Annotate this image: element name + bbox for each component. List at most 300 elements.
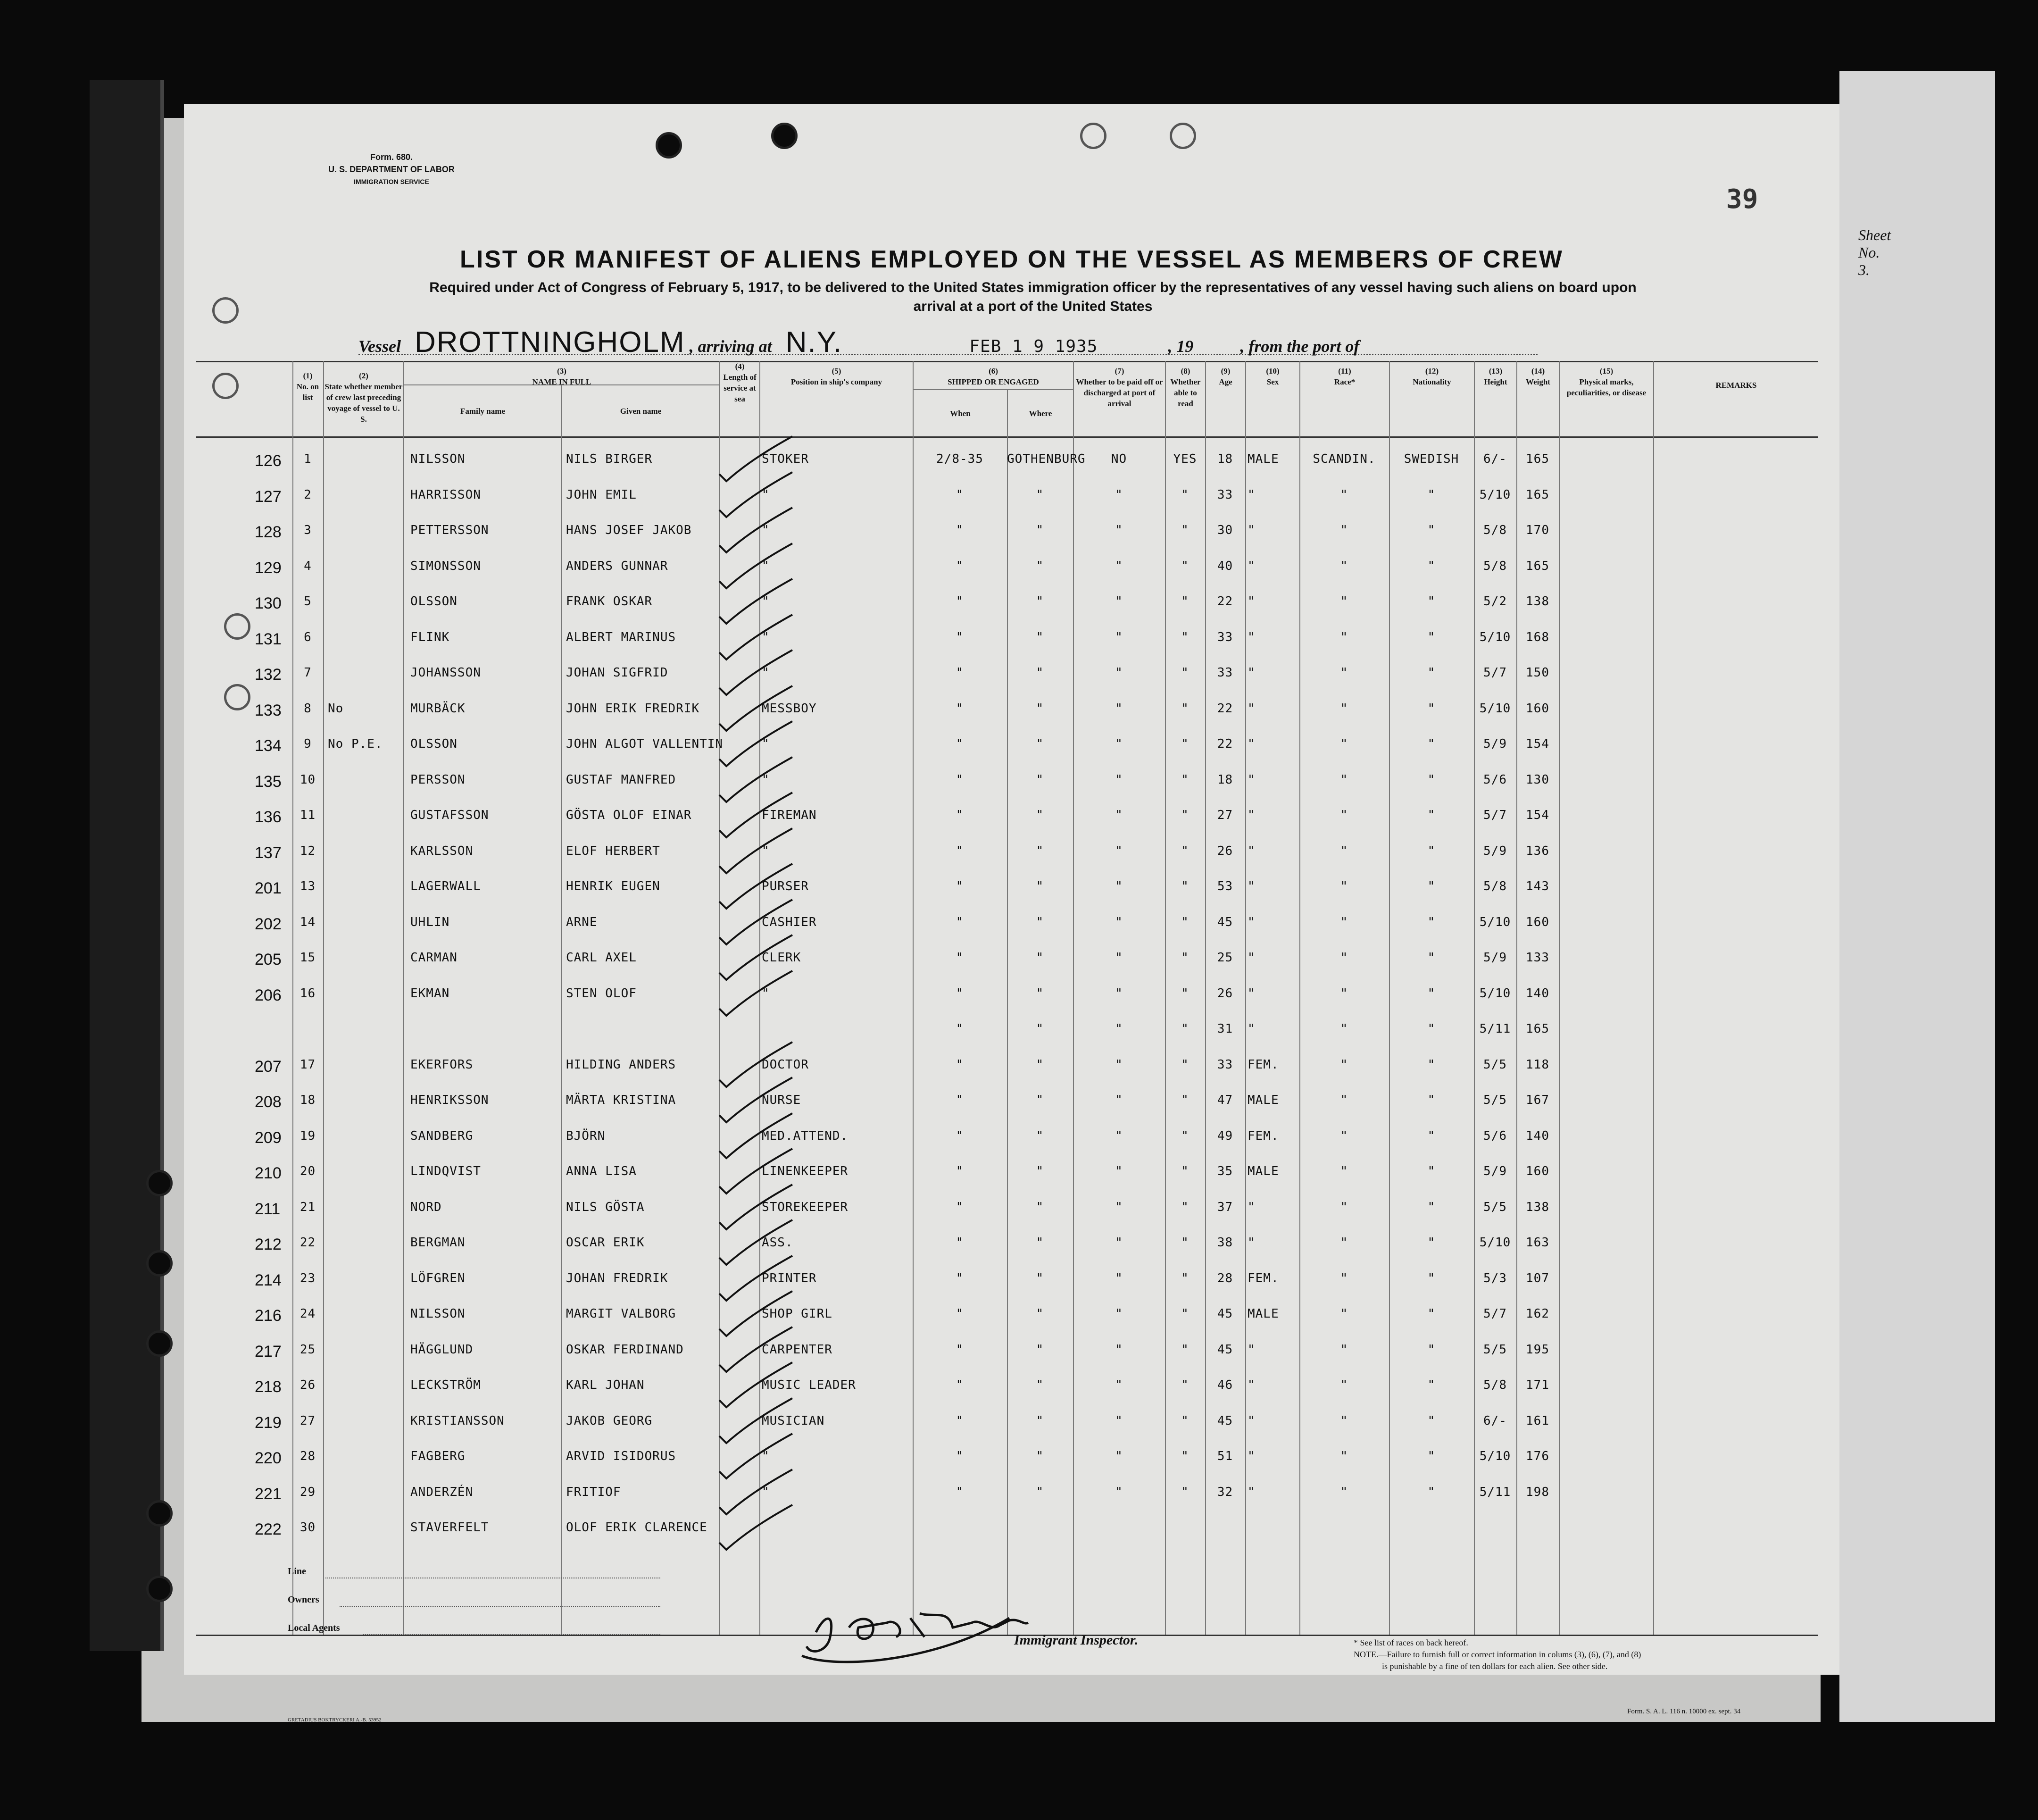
shipped-where: " bbox=[1036, 951, 1044, 965]
paid-off: " bbox=[1115, 1128, 1123, 1143]
table-row bbox=[196, 1334, 1818, 1370]
weight: 138 bbox=[1526, 1200, 1549, 1214]
nationality: " bbox=[1427, 1128, 1436, 1143]
race: " bbox=[1340, 1271, 1348, 1286]
list-number: 26 bbox=[299, 1378, 316, 1392]
nationality: " bbox=[1427, 1413, 1436, 1428]
weight: 140 bbox=[1526, 986, 1549, 1001]
family-name: HÄGGLUND bbox=[410, 1342, 474, 1357]
paid-off: " bbox=[1115, 487, 1123, 502]
shipped-when: " bbox=[956, 1413, 964, 1428]
position: " bbox=[762, 1449, 770, 1463]
sex: " bbox=[1248, 879, 1256, 893]
race: " bbox=[1340, 1236, 1348, 1250]
able-to-read: " bbox=[1181, 1342, 1189, 1357]
nationality: " bbox=[1427, 808, 1436, 822]
given-name: OSCAR ERIK bbox=[566, 1236, 645, 1250]
weight: 160 bbox=[1526, 915, 1549, 929]
given-name: FRITIOF bbox=[566, 1485, 621, 1499]
paid-off: " bbox=[1115, 1236, 1123, 1250]
list-number: 12 bbox=[299, 843, 316, 858]
shipped-where: " bbox=[1036, 1271, 1044, 1286]
table-row bbox=[196, 443, 1818, 479]
binder-edge bbox=[1839, 71, 1995, 1722]
age: 31 bbox=[1217, 1022, 1233, 1036]
entry-ref-number: 129 bbox=[255, 559, 282, 577]
age: 51 bbox=[1217, 1449, 1233, 1463]
given-name: NILS BIRGER bbox=[566, 452, 653, 466]
age: 28 bbox=[1217, 1271, 1233, 1286]
weight: 165 bbox=[1526, 559, 1549, 573]
shipped-when: " bbox=[956, 487, 964, 502]
nationality: " bbox=[1427, 559, 1436, 573]
height: 5/7 bbox=[1483, 1307, 1507, 1321]
shipped-when: " bbox=[956, 701, 964, 716]
given-name: ARVID ISIDORUS bbox=[566, 1449, 676, 1463]
entry-ref-number: 206 bbox=[255, 986, 282, 1004]
shipped-when: " bbox=[956, 1093, 964, 1107]
shipped-when: " bbox=[956, 666, 964, 680]
year-label: , 19 bbox=[1168, 337, 1194, 356]
shipped-when: " bbox=[956, 1236, 964, 1250]
entry-ref-number: 217 bbox=[255, 1342, 282, 1361]
list-number: 21 bbox=[299, 1200, 316, 1214]
table-row bbox=[196, 907, 1818, 943]
entry-ref-number: 126 bbox=[255, 452, 282, 470]
list-number: 23 bbox=[299, 1271, 316, 1286]
col13-number: (13) bbox=[1489, 367, 1503, 376]
position: " bbox=[762, 630, 770, 644]
entry-ref-number: 130 bbox=[255, 594, 282, 612]
table-row bbox=[196, 657, 1818, 693]
paid-off: " bbox=[1115, 1271, 1123, 1286]
entry-ref-number: 209 bbox=[255, 1128, 282, 1147]
table-row bbox=[196, 1049, 1818, 1085]
height: 5/8 bbox=[1483, 559, 1507, 573]
col15-label: Physical marks, peculiarities, or disease bbox=[1566, 377, 1647, 397]
nationality: " bbox=[1427, 1022, 1436, 1036]
col5-label: Position in ship's company bbox=[790, 377, 882, 386]
table-row bbox=[196, 1512, 1818, 1548]
list-number: 18 bbox=[299, 1093, 316, 1107]
able-to-read: " bbox=[1181, 1378, 1189, 1392]
race: " bbox=[1340, 737, 1348, 751]
given-name: ELOF HERBERT bbox=[566, 843, 660, 858]
height: 5/8 bbox=[1483, 523, 1507, 537]
race: " bbox=[1340, 1093, 1348, 1107]
table-row bbox=[196, 1120, 1818, 1156]
shipped-where: " bbox=[1036, 1022, 1044, 1036]
col7-label: Whether to be paid off or discharged at port of arrival bbox=[1076, 377, 1163, 408]
weight: 163 bbox=[1526, 1236, 1549, 1250]
col9-header bbox=[1206, 366, 1245, 387]
age: 25 bbox=[1217, 951, 1233, 965]
given-name: GÖSTA OLOF EINAR bbox=[566, 808, 692, 822]
age: 49 bbox=[1217, 1128, 1233, 1143]
date-stamp: FEB 1 9 1935 bbox=[969, 337, 1098, 356]
weight: 165 bbox=[1526, 487, 1549, 502]
race: " bbox=[1340, 1057, 1348, 1072]
given-name: ARNE bbox=[566, 915, 598, 929]
position: " bbox=[762, 843, 770, 858]
shipped-when: " bbox=[956, 737, 964, 751]
col4-number: (4) bbox=[735, 362, 745, 371]
weight: 150 bbox=[1526, 666, 1549, 680]
shipped-where: " bbox=[1036, 1449, 1044, 1463]
given-name: ANNA LISA bbox=[566, 1164, 637, 1178]
race: " bbox=[1340, 808, 1348, 822]
col15-number: (15) bbox=[1599, 367, 1614, 376]
age: 27 bbox=[1217, 808, 1233, 822]
family-name: NORD bbox=[410, 1200, 442, 1214]
col7-header bbox=[1074, 366, 1165, 409]
age: 35 bbox=[1217, 1164, 1233, 1178]
able-to-read: " bbox=[1181, 951, 1189, 965]
race: " bbox=[1340, 1485, 1348, 1499]
paid-off: " bbox=[1115, 666, 1123, 680]
family-name: ANDERZÉN bbox=[410, 1485, 474, 1499]
race: " bbox=[1340, 1449, 1348, 1463]
footnote bbox=[1354, 1637, 1759, 1672]
able-to-read: " bbox=[1181, 559, 1189, 573]
weight: 171 bbox=[1526, 1378, 1549, 1392]
entry-ref-number: 205 bbox=[255, 951, 282, 968]
position: " bbox=[762, 559, 770, 573]
weight: 198 bbox=[1526, 1485, 1549, 1499]
position: MUSIC LEADER bbox=[762, 1378, 856, 1392]
paid-off: " bbox=[1115, 594, 1123, 609]
age: 45 bbox=[1217, 1342, 1233, 1357]
paid-off: " bbox=[1115, 1342, 1123, 1357]
form-identifier bbox=[259, 151, 524, 188]
entry-ref-number: 211 bbox=[255, 1200, 281, 1218]
line-label: Line bbox=[288, 1566, 306, 1577]
height: 5/10 bbox=[1479, 701, 1511, 716]
weight: 176 bbox=[1526, 1449, 1549, 1463]
able-to-read: " bbox=[1181, 1164, 1189, 1178]
given-name: JOHN ERIK FREDRIK bbox=[566, 701, 700, 716]
sex: " bbox=[1248, 1485, 1256, 1499]
race: " bbox=[1340, 1413, 1348, 1428]
weight: 154 bbox=[1526, 737, 1549, 751]
height: 5/5 bbox=[1483, 1200, 1507, 1214]
footnote-warning: NOTE.—Failure to furnish full or correct information in colums (3), (6), (7), and (8) bbox=[1354, 1650, 1641, 1659]
list-number: 6 bbox=[304, 630, 312, 644]
weight: 160 bbox=[1526, 701, 1549, 716]
height: 5/11 bbox=[1479, 1022, 1511, 1036]
able-to-read: " bbox=[1181, 1093, 1189, 1107]
shipped-when: " bbox=[956, 1022, 964, 1036]
punch-hole bbox=[146, 1500, 173, 1527]
remarks-header: REMARKS bbox=[1715, 381, 1757, 390]
list-number: 1 bbox=[304, 452, 312, 466]
weight: 195 bbox=[1526, 1342, 1549, 1357]
able-to-read: " bbox=[1181, 1057, 1189, 1072]
weight: 170 bbox=[1526, 523, 1549, 537]
family-name: STAVERFELT bbox=[410, 1520, 489, 1535]
col10-header bbox=[1246, 366, 1299, 387]
age: 33 bbox=[1217, 666, 1233, 680]
family-name: LECKSTRÖM bbox=[410, 1378, 481, 1392]
family-name: CARMAN bbox=[410, 951, 458, 965]
table-row bbox=[196, 622, 1818, 658]
able-to-read: " bbox=[1181, 986, 1189, 1001]
col11-header bbox=[1300, 366, 1389, 387]
given-name: MÄRTA KRISTINA bbox=[566, 1093, 676, 1107]
service-check-mark bbox=[715, 968, 795, 1020]
shipped-where: " bbox=[1036, 1485, 1044, 1499]
vessel-name: DROTTNINGHOLM bbox=[415, 326, 685, 359]
col3-header bbox=[404, 366, 719, 387]
nationality: " bbox=[1427, 951, 1436, 965]
sex: " bbox=[1248, 772, 1256, 787]
paid-off: " bbox=[1115, 1093, 1123, 1107]
nationality: " bbox=[1427, 986, 1436, 1001]
family-name: HENRIKSSON bbox=[410, 1093, 489, 1107]
height: 6/- bbox=[1483, 1413, 1507, 1428]
col5-header bbox=[760, 366, 913, 387]
entry-ref-number: 136 bbox=[255, 808, 282, 826]
weight: 138 bbox=[1526, 594, 1549, 609]
position: DOCTOR bbox=[762, 1057, 809, 1072]
entry-ref-number: 201 bbox=[255, 879, 282, 897]
list-number: 3 bbox=[304, 523, 312, 537]
table-row bbox=[196, 1085, 1818, 1120]
race: " bbox=[1340, 701, 1348, 716]
family-name: NILSSON bbox=[410, 452, 466, 466]
given-name: GUSTAF MANFRED bbox=[566, 772, 676, 787]
given-name: HANS JOSEF JAKOB bbox=[566, 523, 692, 537]
table-row bbox=[196, 1477, 1818, 1512]
col8-label: Whether able to read bbox=[1170, 377, 1201, 408]
nationality: SWEDISH bbox=[1404, 452, 1459, 466]
nationality: " bbox=[1427, 1307, 1436, 1321]
shipped-when: " bbox=[956, 772, 964, 787]
weight: 165 bbox=[1526, 452, 1549, 466]
col14-label: Weight bbox=[1526, 377, 1550, 386]
able-to-read: " bbox=[1181, 1128, 1189, 1143]
able-to-read: " bbox=[1181, 737, 1189, 751]
nationality: " bbox=[1427, 737, 1436, 751]
table-row bbox=[196, 551, 1818, 586]
table-row bbox=[196, 1441, 1818, 1477]
family-name: OLSSON bbox=[410, 737, 458, 751]
paid-off: " bbox=[1115, 1200, 1123, 1214]
shipped-when: " bbox=[956, 1307, 964, 1321]
able-to-read: " bbox=[1181, 630, 1189, 644]
nationality: " bbox=[1427, 879, 1436, 893]
race: " bbox=[1340, 559, 1348, 573]
height: 5/9 bbox=[1483, 1164, 1507, 1178]
shipped-where: " bbox=[1036, 594, 1044, 609]
able-to-read: " bbox=[1181, 808, 1189, 822]
family-name: MURBÄCK bbox=[410, 701, 466, 716]
entry-ref-number: 128 bbox=[255, 523, 282, 541]
shipped-when: 2/8-35 bbox=[936, 452, 983, 466]
age: 38 bbox=[1217, 1236, 1233, 1250]
col3b-header: Given name bbox=[620, 407, 662, 416]
entry-ref-number: 132 bbox=[255, 666, 282, 684]
age: 40 bbox=[1217, 559, 1233, 573]
given-name: STEN OLOF bbox=[566, 986, 637, 1001]
service-name: IMMIGRATION SERVICE bbox=[354, 178, 429, 185]
col1-header bbox=[292, 370, 323, 403]
race: " bbox=[1340, 1128, 1348, 1143]
position: MESSBOY bbox=[762, 701, 817, 716]
race: " bbox=[1340, 594, 1348, 609]
shipped-where: " bbox=[1036, 1378, 1044, 1392]
able-to-read: " bbox=[1181, 915, 1189, 929]
weight: 133 bbox=[1526, 951, 1549, 965]
height: 5/5 bbox=[1483, 1057, 1507, 1072]
height: 5/2 bbox=[1483, 594, 1507, 609]
paid-off: " bbox=[1115, 701, 1123, 716]
race: SCANDIN. bbox=[1313, 452, 1376, 466]
position: " bbox=[762, 487, 770, 502]
able-to-read: " bbox=[1181, 1307, 1189, 1321]
shipped-where: " bbox=[1036, 559, 1044, 573]
race: " bbox=[1340, 1342, 1348, 1357]
col8-number: (8) bbox=[1181, 367, 1190, 376]
entry-ref-number: 216 bbox=[255, 1307, 282, 1325]
col6a-header: When bbox=[950, 409, 971, 418]
list-number: 28 bbox=[299, 1449, 316, 1463]
col11-label: Race* bbox=[1334, 377, 1356, 386]
position: SHOP GIRL bbox=[762, 1307, 832, 1321]
age: 26 bbox=[1217, 986, 1233, 1001]
nationality: " bbox=[1427, 487, 1436, 502]
punch-hole bbox=[1080, 123, 1106, 149]
height: 5/10 bbox=[1479, 487, 1511, 502]
given-name: NILS GÖSTA bbox=[566, 1200, 645, 1214]
sex: " bbox=[1248, 1449, 1256, 1463]
sex: MALE bbox=[1248, 452, 1279, 466]
col6-label: SHIPPED OR ENGAGED bbox=[948, 377, 1039, 386]
race: " bbox=[1340, 1378, 1348, 1392]
col14-number: (14) bbox=[1531, 367, 1545, 376]
col11-number: (11) bbox=[1338, 367, 1351, 376]
nationality: " bbox=[1427, 701, 1436, 716]
col6-number: (6) bbox=[989, 367, 998, 376]
paid-off: NO bbox=[1111, 452, 1127, 466]
age: 45 bbox=[1217, 1413, 1233, 1428]
col3-label: NAME IN FULL bbox=[532, 377, 591, 386]
sex: " bbox=[1248, 701, 1256, 716]
sex: " bbox=[1248, 915, 1256, 929]
shipped-when: " bbox=[956, 630, 964, 644]
nationality: " bbox=[1427, 1057, 1436, 1072]
family-name: FAGBERG bbox=[410, 1449, 466, 1463]
weight: 168 bbox=[1526, 630, 1549, 644]
paid-off: " bbox=[1115, 1413, 1123, 1428]
shipped-where: " bbox=[1036, 737, 1044, 751]
shipped-where: " bbox=[1036, 630, 1044, 644]
weight: 161 bbox=[1526, 1413, 1549, 1428]
footnote-races: * See list of races on back hereof. bbox=[1354, 1638, 1468, 1647]
shipped-where: " bbox=[1036, 1093, 1044, 1107]
entry-ref-number: 133 bbox=[255, 701, 282, 719]
weight: 140 bbox=[1526, 1128, 1549, 1143]
shipped-where: " bbox=[1036, 772, 1044, 787]
family-name: PERSSON bbox=[410, 772, 466, 787]
height: 5/8 bbox=[1483, 879, 1507, 893]
sex: FEM. bbox=[1248, 1128, 1279, 1143]
col4-header bbox=[720, 361, 759, 404]
col13-label: Height bbox=[1484, 377, 1507, 386]
nationality: " bbox=[1427, 772, 1436, 787]
table-row bbox=[196, 479, 1818, 515]
entry-ref-number: 208 bbox=[255, 1093, 282, 1111]
paid-off: " bbox=[1115, 986, 1123, 1001]
able-to-read: " bbox=[1181, 666, 1189, 680]
age: 53 bbox=[1217, 879, 1233, 893]
sex: " bbox=[1248, 1378, 1256, 1392]
binder-spine bbox=[90, 80, 164, 1651]
family-name: FLINK bbox=[410, 630, 450, 644]
shipped-where: " bbox=[1036, 915, 1044, 929]
age: 18 bbox=[1217, 772, 1233, 787]
col7-number: (7) bbox=[1115, 367, 1124, 376]
col8-header bbox=[1166, 366, 1205, 409]
nationality: " bbox=[1427, 666, 1436, 680]
list-number: 16 bbox=[299, 986, 316, 1001]
race: " bbox=[1340, 843, 1348, 858]
shipped-where: GOTHENBURG bbox=[1007, 452, 1086, 466]
shipped-when: " bbox=[956, 1200, 964, 1214]
height: 5/10 bbox=[1479, 915, 1511, 929]
race: " bbox=[1340, 951, 1348, 965]
able-to-read: " bbox=[1181, 879, 1189, 893]
paid-off: " bbox=[1115, 843, 1123, 858]
age: 18 bbox=[1217, 452, 1233, 466]
age: 32 bbox=[1217, 1485, 1233, 1499]
department-name: U. S. DEPARTMENT OF LABOR bbox=[328, 165, 455, 174]
nationality: " bbox=[1427, 1342, 1436, 1357]
line-field bbox=[325, 1577, 660, 1578]
able-to-read: " bbox=[1181, 1200, 1189, 1214]
height: 5/10 bbox=[1479, 1236, 1511, 1250]
paid-off: " bbox=[1115, 1307, 1123, 1321]
given-name: OSKAR FERDINAND bbox=[566, 1342, 684, 1357]
age: 33 bbox=[1217, 630, 1233, 644]
sex: " bbox=[1248, 1236, 1256, 1250]
shipped-where: " bbox=[1036, 1413, 1044, 1428]
table-row bbox=[196, 764, 1818, 800]
age: 47 bbox=[1217, 1093, 1233, 1107]
punch-hole bbox=[1170, 123, 1196, 149]
table-row bbox=[196, 693, 1818, 729]
table-top-rule bbox=[196, 361, 1818, 362]
family-name: UHLIN bbox=[410, 915, 450, 929]
race: " bbox=[1340, 986, 1348, 1001]
age: 46 bbox=[1217, 1378, 1233, 1392]
punch-hole bbox=[146, 1170, 173, 1196]
col15-header bbox=[1560, 366, 1653, 398]
vessel-label: Vessel bbox=[358, 337, 401, 356]
height: 5/5 bbox=[1483, 1342, 1507, 1357]
col12-label: Nationality bbox=[1413, 377, 1451, 386]
sheet-number bbox=[1858, 226, 1891, 279]
entry-ref-number: 219 bbox=[255, 1413, 282, 1432]
inspector-signature bbox=[783, 1599, 1028, 1670]
shipped-when: " bbox=[956, 523, 964, 537]
document-title: LIST OR MANIFEST OF ALIENS EMPLOYED ON THE VESSEL AS MEMBERS OF CREW bbox=[460, 246, 1564, 273]
able-to-read: YES bbox=[1173, 452, 1197, 466]
weight: 165 bbox=[1526, 1022, 1549, 1036]
paid-off: " bbox=[1115, 772, 1123, 787]
nationality: " bbox=[1427, 1378, 1436, 1392]
shipped-where: " bbox=[1036, 1236, 1044, 1250]
